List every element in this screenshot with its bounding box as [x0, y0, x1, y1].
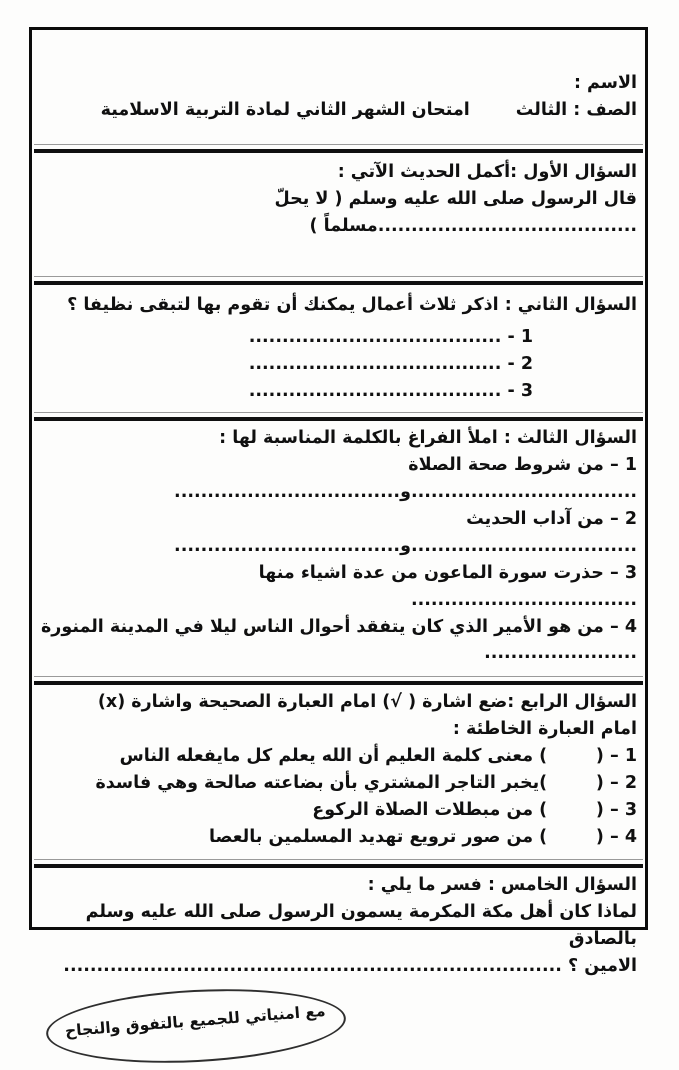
true-false-item: 3 – ( ) من مبطلات الصلاة الركوع — [312, 800, 637, 820]
question-2 — [32, 292, 645, 405]
section-divider — [34, 144, 643, 153]
question-2-title: السؤال الثاني : اذكر ثلاث أعمال يمكنك أن تقوم بها لتبقى نظيفا ؟ — [67, 295, 637, 315]
header-line-2 — [40, 97, 637, 124]
section-divider — [34, 676, 643, 685]
question-4-title-line-2: امام العبارة الخاطئة : — [452, 719, 637, 739]
wishes-text: مع امنياتي للجميع بالتفوق والنجاح — [64, 1001, 327, 1041]
question-5-text-line-2: الامين ؟ ........................................................................... — [63, 956, 637, 976]
question-4 — [32, 689, 645, 851]
fill-blank-item: 3 – حذرت سورة الماعون من عدة اشياء منها .................................. — [258, 563, 637, 610]
exam-header — [32, 70, 645, 124]
answer-blank-line: 1 - ...................................... — [248, 327, 533, 347]
question-3-title: السؤال الثالث : املأ الفراغ بالكلمة المناسبة لها : — [219, 428, 637, 448]
fill-blank-item: 1 – من شروط صحة الصلاة ..................................و.................................. — [174, 455, 637, 502]
question-1-fill-line: قال الرسول صلى الله عليه وسلم ( لا يحلّ .......................................مسلماً ) — [274, 189, 637, 236]
answer-blank-line: 3 - ...................................... — [248, 381, 533, 401]
true-false-item: 1 – ( ) معنى كلمة العليم أن الله يعلم كل مايفعله الناس — [119, 746, 637, 766]
question-3-items — [32, 452, 645, 665]
question-1-title: السؤال الأول :أكمل الحديث الآتي : — [337, 162, 637, 182]
student-name-label: الاسم : — [573, 73, 637, 93]
page-border-frame — [29, 27, 648, 1041]
question-1 — [32, 159, 645, 240]
wishes-oval-stamp — [44, 982, 347, 1070]
section-divider — [34, 276, 643, 285]
true-false-item: 2 – ( )يخبر التاجر المشتري بأن بضاعته صالحة وهي فاسدة — [95, 773, 637, 793]
section-divider — [34, 412, 643, 421]
answer-blank-line: 2 - ...................................... — [248, 354, 533, 374]
question-5 — [32, 872, 645, 980]
fill-blank-item: 4 – من هو الأمير الذي كان يتفقد أحوال الناس ليلا في المدينة المنورة — [40, 617, 637, 637]
question-3 — [32, 425, 645, 665]
section-divider — [34, 859, 643, 868]
true-false-item: 4 – ( ) من صور ترويع تهديد المسلمين بالعصا — [208, 827, 637, 847]
exam-title: امتحان الشهر الثاني لمادة التربية الاسلامية — [100, 100, 470, 120]
fill-blank-item: 2 – من آداب الحديث ..................................و.................................. — [174, 509, 637, 556]
answer-dots-line: ....................... — [484, 643, 637, 663]
question-4-items — [32, 743, 645, 851]
question-5-title: السؤال الخامس : فسر ما يلي : — [367, 875, 637, 895]
question-4-title-line-1: السؤال الرابع :ضع اشارة ( √) امام العبارة الصحيحة واشارة (x) — [97, 692, 637, 712]
class-label: الصف : الثالث — [515, 100, 637, 120]
question-2-items — [32, 324, 645, 405]
question-5-text-line-1: لماذا كان أهل مكة المكرمة يسمون الرسول صلى الله عليه وسلم بالصادق — [85, 902, 637, 949]
